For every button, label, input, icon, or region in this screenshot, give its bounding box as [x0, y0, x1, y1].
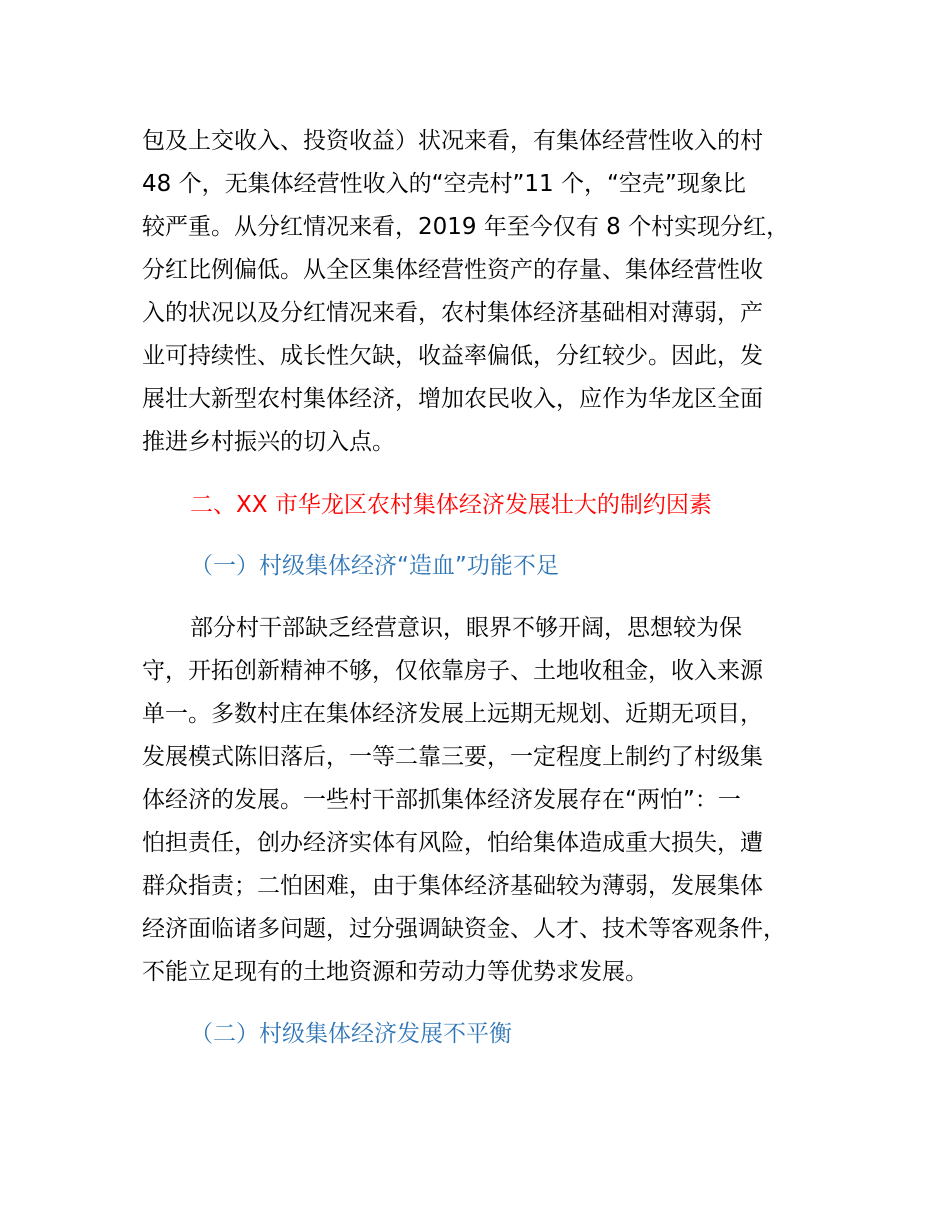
section-heading-constraints: 二、XX 市华龙区农村集体经济发展壮大的制约因素 — [190, 492, 712, 518]
paragraph-line: 发展模式陈旧落后，一等二靠三要，一定程度上制约了村级集 — [142, 744, 763, 770]
paragraph-line: 推进乡村振兴的切入点。 — [142, 429, 395, 455]
paragraph-line: 展壮大新型农村集体经济，增加农民收入，应作为华龙区全面 — [142, 386, 763, 412]
paragraph-line: 包及上交收入、投资收益）状况来看，有集体经营性收入的村 — [142, 128, 763, 154]
paragraph-line: 业可持续性、成长性欠缺，收益率偏低，分红较少。因此，发 — [142, 343, 763, 369]
paragraph-line: 单一。多数村庄在集体经济发展上远期无规划、近期无项目， — [142, 701, 763, 727]
paragraph-line: 群众指责；二怕困难，由于集体经济基础较为薄弱，发展集体 — [142, 873, 763, 899]
paragraph-line: 经济面临诸多问题，过分强调缺资金、人才、技术等客观条件， — [142, 916, 786, 942]
subsection-heading-imbalance: （二）村级集体经济发展不平衡 — [190, 1021, 512, 1047]
paragraph-line: 较严重。从分红情况来看，2019 年至今仅有 8 个村实现分红， — [142, 214, 790, 240]
paragraph-line: 怕担责任，创办经济实体有风险，怕给集体造成重大损失，遭 — [142, 830, 763, 856]
paragraph-line: 守，开拓创新精神不够，仅依靠房子、土地收租金，收入来源 — [142, 658, 763, 684]
paragraph-line: 不能立足现有的土地资源和劳动力等优势求发展。 — [142, 959, 648, 985]
paragraph-line: 体经济的发展。一些村干部抓集体经济发展存在“两怕”：一 — [142, 787, 741, 813]
subsection-heading-self-sufficiency: （一）村级集体经济“造血”功能不足 — [190, 553, 559, 579]
paragraph-line: 分红比例偏低。从全区集体经营性资产的存量、集体经营性收 — [142, 257, 763, 283]
paragraph-line: 部分村干部缺乏经营意识，眼界不够开阔，思想较为保 — [190, 615, 742, 641]
paragraph-line: 入的状况以及分红情况来看，农村集体经济基础相对薄弱，产 — [142, 300, 763, 326]
paragraph-line: 48 个，无集体经营性收入的“空壳村”11 个，“空壳”现象比 — [142, 171, 746, 197]
